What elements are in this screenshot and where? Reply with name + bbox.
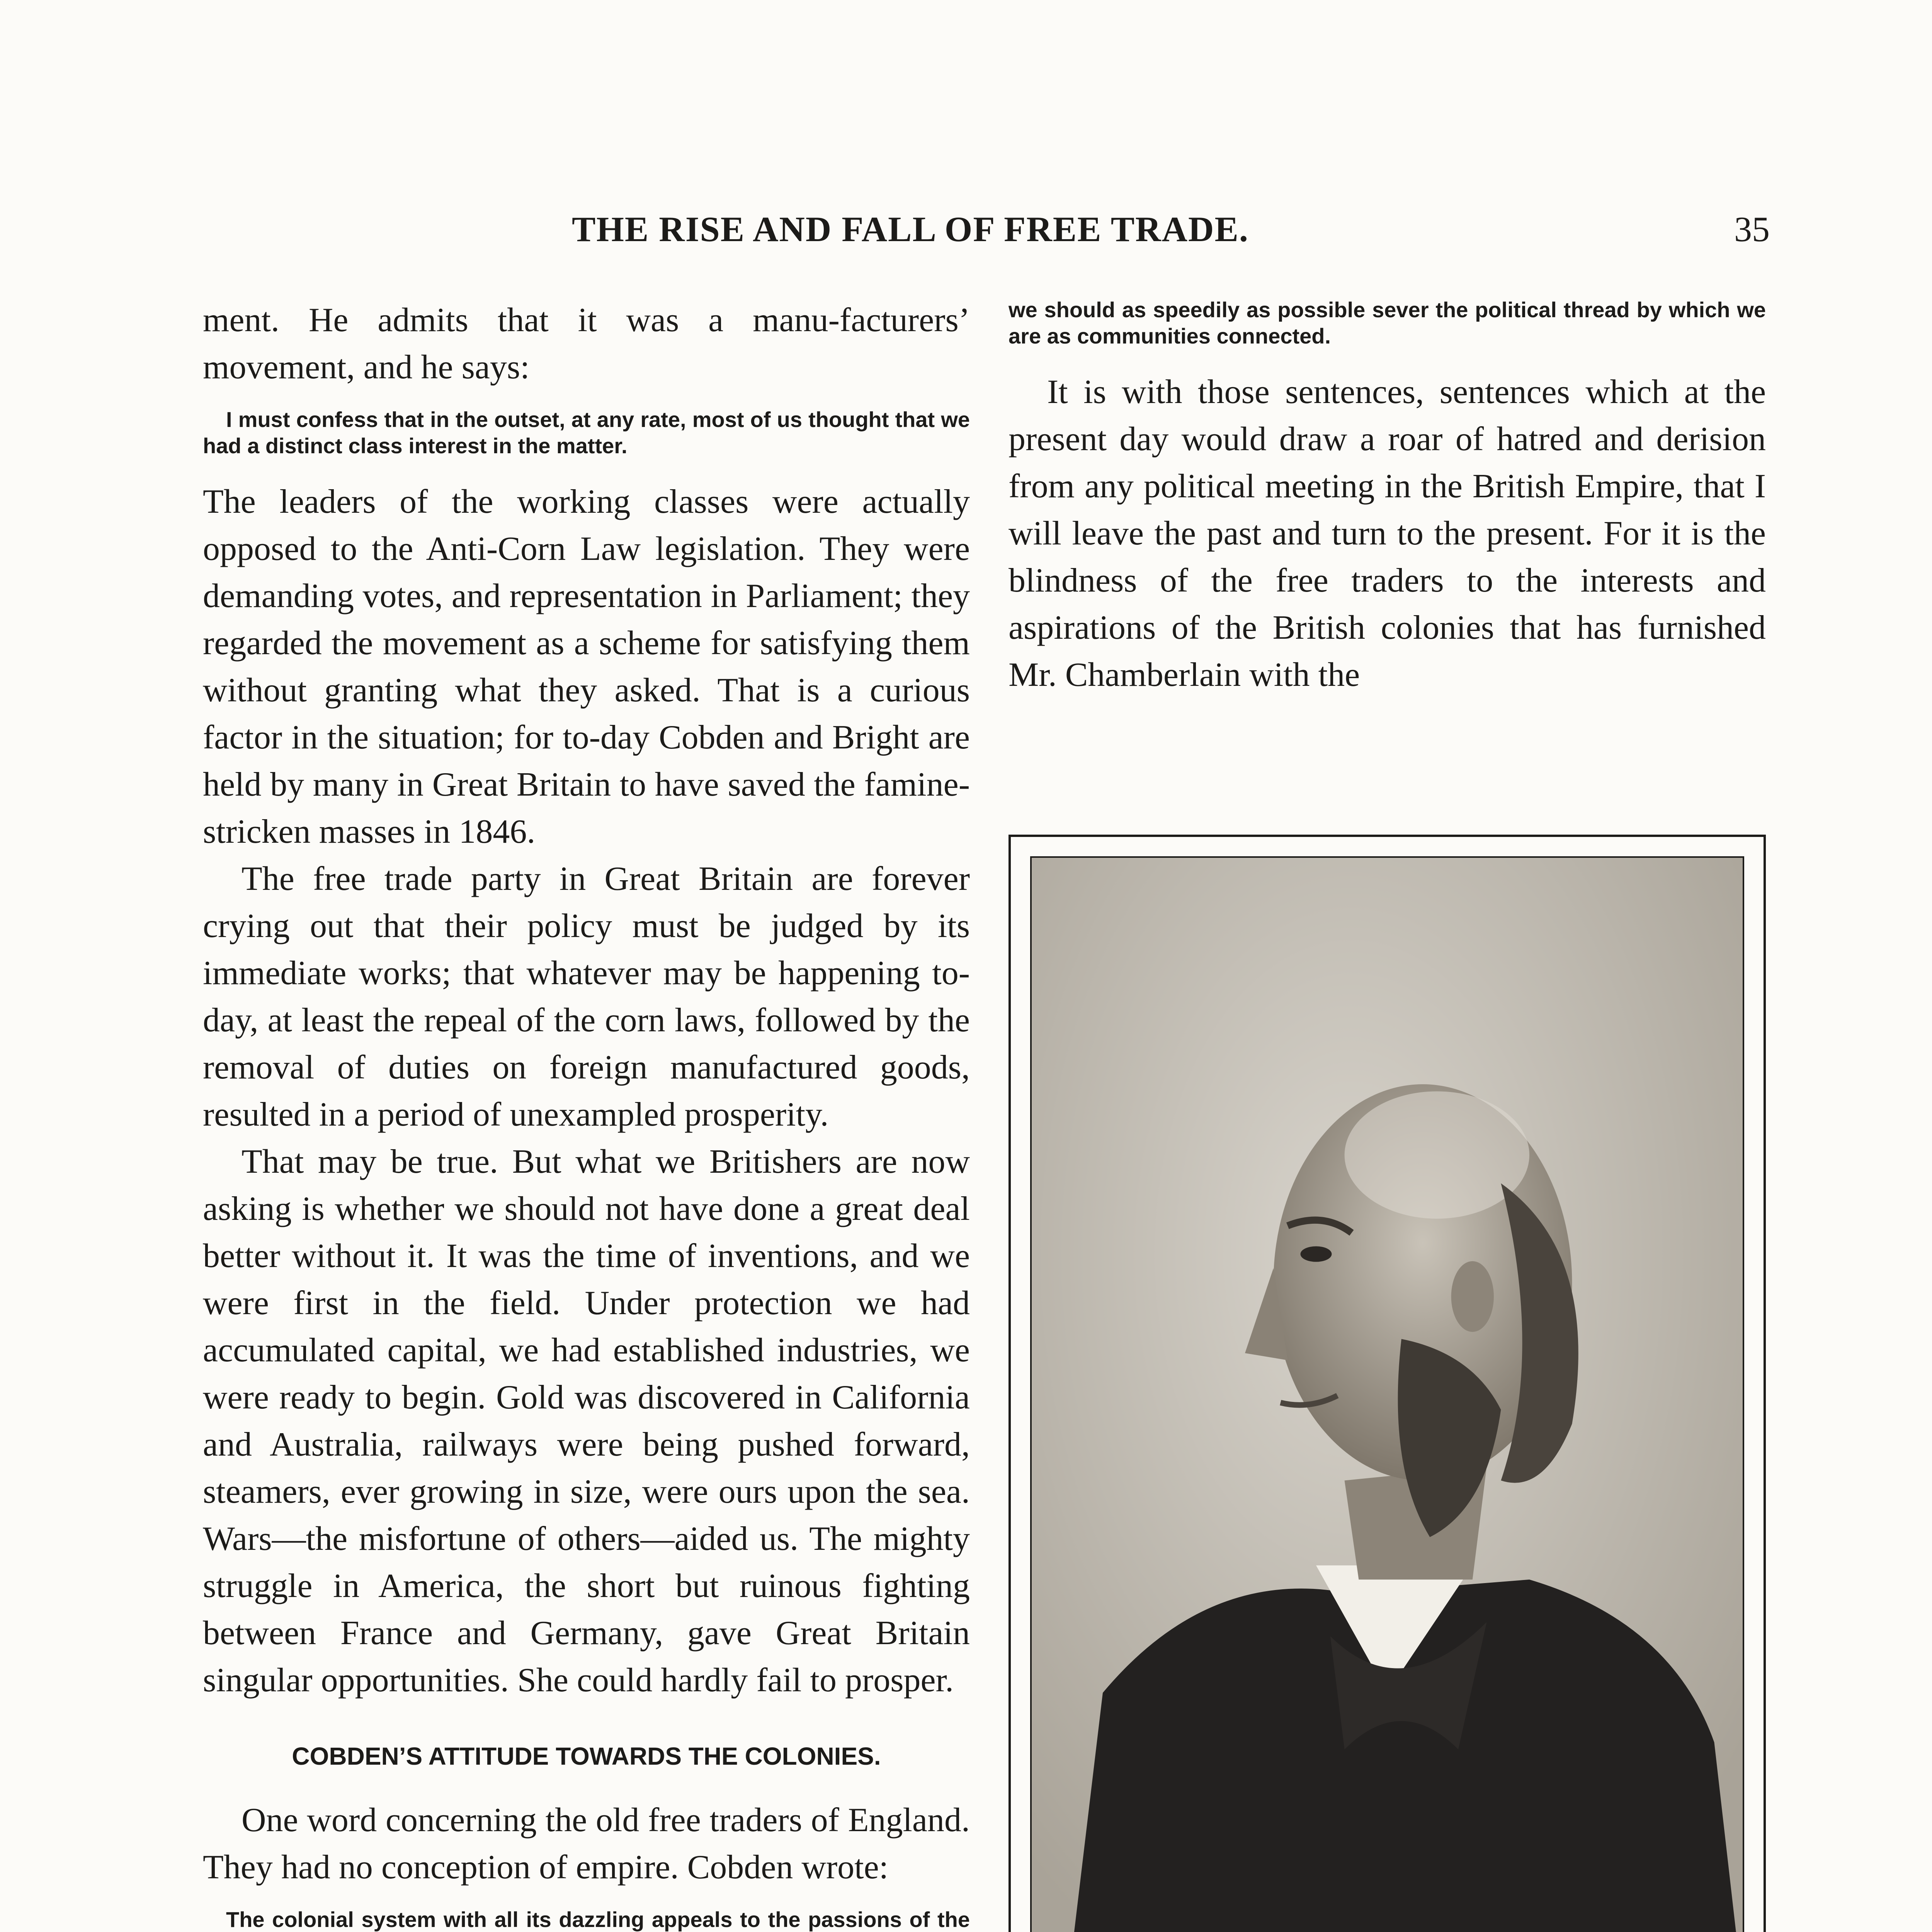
page-number: 35 — [1734, 209, 1770, 249]
block-quote — [203, 406, 970, 459]
block-quote — [203, 1906, 970, 1932]
portrait-photograph — [1030, 856, 1744, 1932]
block-quote-continued — [1009, 297, 1766, 349]
portrait-frame — [1009, 835, 1766, 1932]
paragraph: The leaders of the working classes were actually opposed to the Anti-Corn Law legislation. They were demanding votes, and representation in Parliament; they regarded the movement as a scheme for satisfying them without granting what they asked. That is a curious factor in the situation; for to-day Cobden and Bright are held by many in Great Britain to have saved the famine-stricken masses in 1846. — [203, 483, 970, 850]
paragraph: It is with those sentences, sentences which at the present day would draw a roar of hatred and derision from any political meeting in the British Empire, that I will leave the past and turn to the present. For it is the blindness of the free traders to the interests and aspirations of the British colonies that has furnished Mr. Chamberlain with the — [1009, 373, 1766, 694]
paragraph: ment. He admits that it was a manu-facturers’ movement, and he says: — [203, 301, 970, 386]
paragraph: That may be true. But what we Britishers are now asking is whether we should not have done a great deal better without it. It was the time of inventions, and we were first in the field. Under protection we had accumulated capital, we had established industries, we were ready to begin. Gold was discovered in California and Australia, railways were being pushed forward, steamers, ever growing in size, were ours upon the sea. Wars—the misfortune of others—aided us. The mighty struggle in America, the short but ruinous fighting between France and Germany, gave Great Britain singular opportunities. She could hardly fail to prosper. — [203, 1143, 970, 1699]
left-column — [203, 297, 970, 1932]
quote-text: we should as speedily as possible sever the political thread by which we are as communities connected. — [1009, 298, 1766, 348]
running-head: THE RISE AND FALL OF FREE TRADE. — [572, 209, 1249, 249]
quote-text: The colonial system with all its dazzling appeals to the passions of the — [226, 1907, 970, 1932]
paragraph: The free trade party in Great Britain are forever crying out that their policy must be judged by its immediate works; that whatever may be happening to-day, at least the repeal of the corn laws, followed by the removal of duties on foreign manufactured goods, resulted in a period of unexampled prosperity. — [203, 860, 970, 1133]
paragraph: One word concerning the old free traders of England. They had no conception of empire. Cobden wrote: — [203, 1801, 970, 1886]
portrait-illustration — [1032, 858, 1743, 1932]
section-subhead: COBDEN’S ATTITUDE TOWARDS THE COLONIES. — [292, 1742, 881, 1770]
quote-text: I must confess that in the outset, at any rate, most of us thought that we had a distinct class interest in the matter. — [203, 407, 970, 458]
